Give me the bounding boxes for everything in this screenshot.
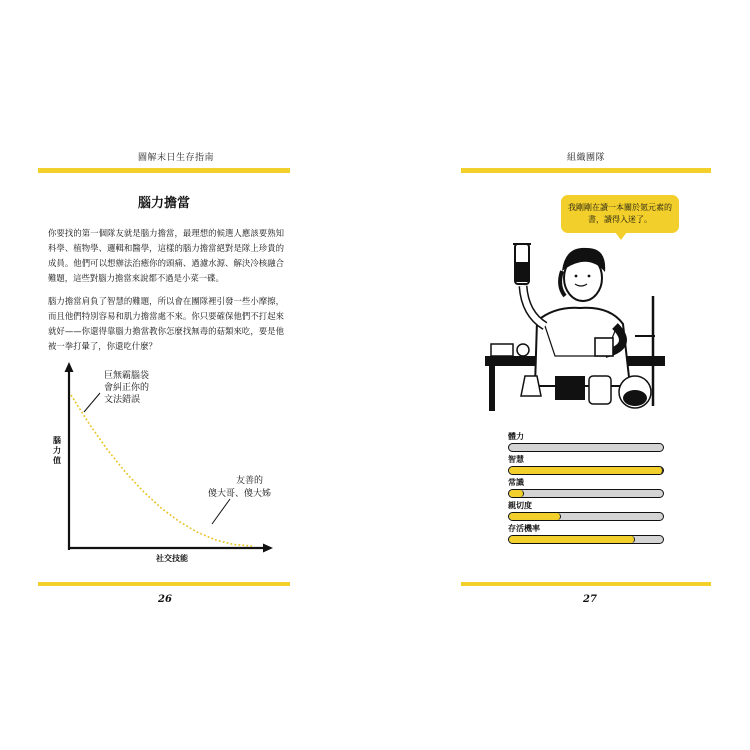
bottom-rule (38, 582, 290, 586)
section-heading: 腦力擔當 (137, 196, 190, 211)
stat-bar-fill (509, 490, 524, 497)
series-line (71, 395, 252, 546)
stat-row (508, 432, 666, 455)
annotation-2: 友善的 傻大哥、傻大姊 (208, 476, 272, 499)
annotation-2-leader (212, 499, 230, 524)
stat-bar-fill (509, 467, 663, 474)
brain-vs-social-chart (40, 360, 285, 565)
stat-label: 存活機率 (508, 524, 540, 533)
x-axis-label: 社交技能 (156, 554, 188, 563)
paragraph-2: 腦力擔當肩負了智慧的難題，所以會在團隊裡引發一些小摩擦，而且他們特別容易和肌力擔當處不來。你只要確保他們不打起來就好——你還得靠腦力擔當教你怎麼找無毒的菇類來吃，要是他被一拳打暈了，你還吃什麼？ (48, 296, 284, 351)
stat-bar-track (508, 512, 664, 521)
annotation-1-leader (84, 393, 100, 412)
annotation-1: 巨無霸腦袋 會糾正你的 文法錯誤 (104, 371, 150, 405)
top-rule (461, 168, 711, 173)
x-axis-arrow (263, 544, 273, 553)
top-rule (38, 168, 290, 173)
stat-bar-fill (509, 536, 635, 543)
stat-label: 智慧 (508, 455, 524, 464)
bottom-rule (461, 582, 711, 586)
paragraph-1: 你要找的第一個隊友就是腦力擔當，最理想的候選人應該要熟知科學、植物學、邏輯和醫學，這樣的腦力擔當絕對是隊上珍貴的成員。他們可以想辦法治癒你的頭痛、過濾水源、解決冷核融合難題，這些對腦力擔當來說都不過是小菜一碟。 (48, 228, 284, 283)
stat-row (508, 524, 666, 547)
stat-bar-fill (509, 513, 561, 520)
running-head: 圖解末日生存指南 (138, 153, 215, 163)
page-number: 27 (583, 594, 597, 605)
stat-bar-track (508, 443, 664, 452)
right-page (375, 0, 750, 750)
stat-label: 常識 (508, 478, 524, 487)
stat-row (508, 455, 666, 478)
stat-bar-track (508, 535, 664, 544)
speech-bubble: 我剛剛在讀一本關於氪元素的書，讀得入迷了。 (561, 195, 679, 233)
stat-label: 親切度 (508, 501, 532, 510)
y-axis-arrow (65, 362, 74, 372)
stat-label: 體力 (508, 432, 524, 441)
stat-row (508, 501, 666, 524)
scientist-illustration (485, 226, 665, 416)
stat-row (508, 478, 666, 501)
running-head: 組織團隊 (567, 153, 606, 163)
stats-panel (508, 432, 666, 547)
stat-bar-track (508, 466, 664, 475)
page-number: 26 (158, 594, 172, 605)
y-axis-label: 腦力值 (53, 436, 61, 465)
stat-bar-track (508, 489, 664, 498)
